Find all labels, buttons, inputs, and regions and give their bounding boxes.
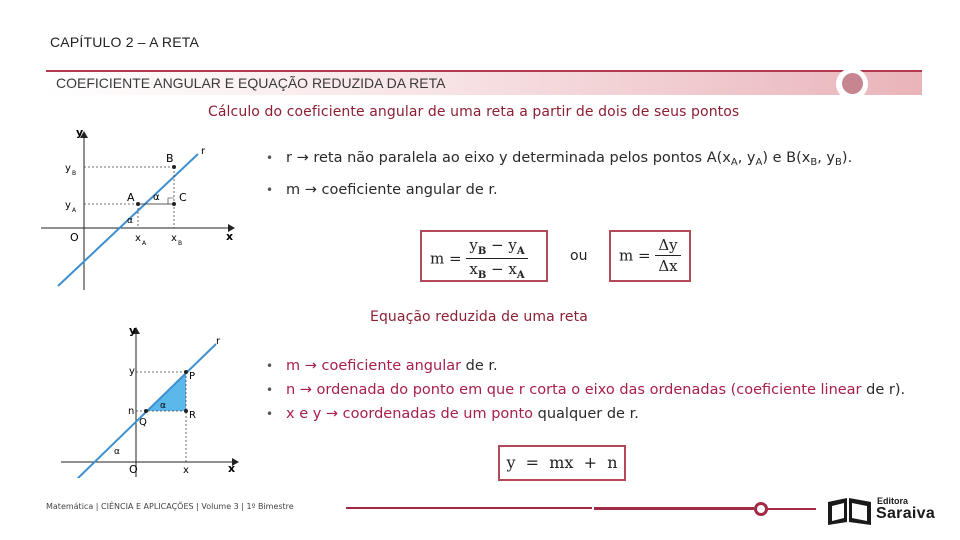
svg-text:A: A bbox=[72, 207, 77, 214]
svg-text:α: α bbox=[153, 192, 160, 203]
svg-text:A: A bbox=[127, 191, 135, 204]
svg-text:x: x bbox=[183, 465, 189, 476]
svg-text:y: y bbox=[65, 200, 71, 211]
logo-saraiva: Saraiva bbox=[876, 505, 936, 522]
bullet-slope-m: • m → coeficiente angular de r. bbox=[262, 178, 852, 202]
svg-text:α: α bbox=[160, 401, 166, 411]
svg-text:y: y bbox=[65, 163, 71, 174]
footer-line-left bbox=[346, 507, 592, 509]
formula-slope-delta: m = $\frac{\Delta y}{\Delta x}$ bbox=[609, 230, 691, 282]
svg-text:n: n bbox=[128, 406, 135, 417]
footer-circle-icon bbox=[754, 502, 768, 516]
bullet-slope: • m → coeficiente angular de r. bbox=[262, 354, 905, 378]
footer-line-end bbox=[768, 508, 816, 510]
svg-text:O: O bbox=[129, 463, 138, 476]
section-banner bbox=[46, 70, 922, 95]
svg-text:r: r bbox=[216, 336, 221, 347]
svg-text:x: x bbox=[228, 462, 236, 475]
editora-saraiva-logo bbox=[825, 494, 943, 526]
banner-circle-icon bbox=[834, 70, 870, 97]
book-logo-icon bbox=[825, 494, 875, 526]
svg-text:O: O bbox=[70, 231, 79, 244]
bullet-coordinates: • x e y → coordenadas de um ponto qualquer de r. bbox=[262, 402, 905, 426]
svg-text:α: α bbox=[114, 447, 120, 457]
chapter-title: CAPÍTULO 2 – A RETA bbox=[50, 34, 200, 50]
point-q bbox=[144, 409, 148, 413]
svg-text:A: A bbox=[142, 240, 147, 247]
graph-reduced-equation bbox=[56, 322, 246, 478]
point-r bbox=[184, 409, 188, 413]
svg-text:α: α bbox=[127, 216, 133, 226]
banner-title: COEFICIENTE ANGULAR E EQUAÇÃO REDUZIDA DA RETA bbox=[56, 75, 446, 91]
logo-editora: Editora bbox=[877, 496, 909, 506]
footer-line-right bbox=[594, 507, 754, 510]
or-label: ou bbox=[570, 248, 588, 264]
svg-text:x: x bbox=[135, 233, 141, 244]
svg-text:B: B bbox=[166, 152, 174, 165]
svg-text:y: y bbox=[129, 324, 137, 337]
svg-text:B: B bbox=[72, 170, 77, 177]
svg-text:B: B bbox=[178, 240, 183, 247]
svg-text:Q: Q bbox=[139, 417, 147, 428]
svg-text:x: x bbox=[171, 233, 177, 244]
svg-text:P: P bbox=[189, 371, 196, 382]
section1-bullets bbox=[262, 146, 852, 202]
bullet-intercept: • n → ordenada do ponto em que r corta o eixo das ordenadas (coeficiente linear de r). bbox=[262, 378, 905, 402]
formula-reduced-equation: y = mx + n bbox=[498, 445, 626, 481]
svg-text:y: y bbox=[76, 126, 84, 139]
point-c bbox=[172, 202, 176, 206]
section1-title: Cálculo do coeficiente angular de uma reta a partir de dois de seus pontos bbox=[208, 104, 740, 120]
svg-text:y: y bbox=[129, 366, 135, 377]
point-b bbox=[172, 165, 176, 169]
svg-text:x: x bbox=[226, 230, 234, 243]
footer-text: Matemática | CIÊNCIA E APLICAÇÕES | Volume 3 | 1º Bimestre bbox=[46, 502, 294, 511]
svg-text:r: r bbox=[201, 146, 206, 157]
graph-slope-two-points bbox=[36, 124, 246, 292]
point-a bbox=[136, 202, 140, 206]
section2-bullets bbox=[262, 354, 905, 426]
section2-title: Equação reduzida de uma reta bbox=[370, 309, 588, 325]
point-p bbox=[184, 370, 188, 374]
svg-text:C: C bbox=[179, 191, 187, 204]
svg-text:R: R bbox=[189, 410, 196, 421]
formula-slope-points: m = $\frac{y_B - y_A}{x_B - x_A}$ bbox=[420, 230, 548, 282]
bullet-line-r: • r → reta não paralela ao eixo y determinada pelos pontos $A(x_A$, $y_A$) e $B(x_B$, $y_B$). bbox=[262, 146, 852, 170]
